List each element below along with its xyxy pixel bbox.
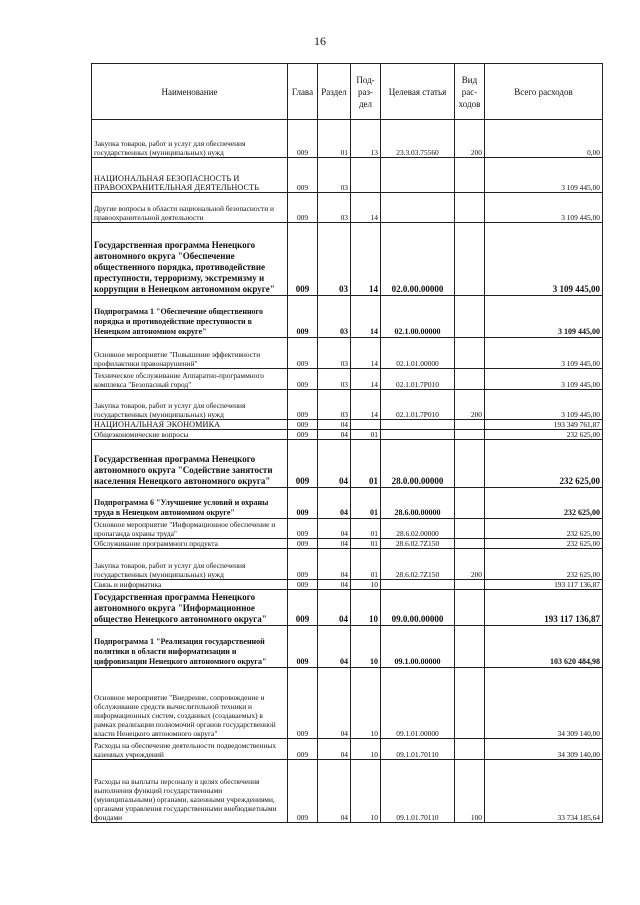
row-name: Расходы на обеспечение деятельности подведомственных казенных учреждений xyxy=(92,739,288,760)
row-glava: 009 xyxy=(288,430,318,440)
row-target: 09.1.01.00000 xyxy=(381,668,455,739)
row-glava: 009 xyxy=(288,580,318,590)
row-name: НАЦИОНАЛЬНАЯ ЭКОНОМИКА xyxy=(92,420,288,430)
row-podrazdel: 01 xyxy=(351,549,381,580)
row-podrazdel: 13 xyxy=(351,120,381,158)
row-glava: 009 xyxy=(288,296,318,338)
row-target: 28.0.00.00000 xyxy=(381,440,455,488)
row-podrazdel: 01 xyxy=(351,539,381,549)
row-podrazdel xyxy=(351,420,381,430)
row-vid xyxy=(455,580,485,590)
table-row xyxy=(92,519,603,539)
row-target: 28.6.02.7Z150 xyxy=(381,539,455,549)
header-razdel: Раздел xyxy=(318,64,351,120)
row-razdel: 04 xyxy=(318,760,351,823)
row-total: 232 625,00 xyxy=(485,549,603,580)
row-name: Общеэкономические вопросы xyxy=(92,430,288,440)
row-glava: 009 xyxy=(288,539,318,549)
row-total: 232 625,00 xyxy=(485,430,603,440)
row-podrazdel xyxy=(351,158,381,193)
row-target: 02.1.00.00000 xyxy=(381,296,455,338)
row-total: 193 117 136,87 xyxy=(485,580,603,590)
table-row xyxy=(92,430,603,440)
row-total: 3 109 445,00 xyxy=(485,223,603,296)
row-vid xyxy=(455,440,485,488)
row-razdel: 03 xyxy=(318,390,351,420)
row-name: Обслуживание программного продукта xyxy=(92,539,288,549)
row-total: 3 109 445,00 xyxy=(485,158,603,193)
row-razdel: 03 xyxy=(318,338,351,369)
row-glava: 009 xyxy=(288,158,318,193)
row-razdel: 03 xyxy=(318,296,351,338)
header-target: Целевая статья xyxy=(381,64,455,120)
row-target xyxy=(381,420,455,430)
row-target: 09.1.00.00000 xyxy=(381,626,455,668)
row-target: 23.3.03.75560 xyxy=(381,120,455,158)
row-vid: 200 xyxy=(455,120,485,158)
row-target: 28.6.02.00000 xyxy=(381,519,455,539)
table-row xyxy=(92,296,603,338)
table-header-row xyxy=(92,64,603,120)
row-name: Другие вопросы в области национальной безопасности и правоохранительной деятельности xyxy=(92,193,288,223)
row-target: 09.1.01.70110 xyxy=(381,739,455,760)
row-name: Государственная программа Ненецкого автономного округа "Информационное общество Ненецкого автономного округа" xyxy=(92,590,288,626)
row-glava: 009 xyxy=(288,390,318,420)
row-name: Основное мероприятие "Информационное обеспечение и пропаганда охраны труда" xyxy=(92,519,288,539)
row-name: Основное мероприятие "Повышение эффективности профилактики правонарушений" xyxy=(92,338,288,369)
row-target xyxy=(381,158,455,193)
row-podrazdel: 14 xyxy=(351,296,381,338)
row-name: Закупка товаров, работ и услуг для обеспечения государственных (муниципальных) нужд xyxy=(92,549,288,580)
row-razdel: 04 xyxy=(318,519,351,539)
row-target xyxy=(381,430,455,440)
row-total: 33 734 185,64 xyxy=(485,760,603,823)
row-total: 193 117 136,87 xyxy=(485,590,603,626)
row-razdel: 04 xyxy=(318,440,351,488)
row-target: 28.6.00.00000 xyxy=(381,488,455,519)
row-podrazdel: 10 xyxy=(351,668,381,739)
row-vid: 100 xyxy=(455,760,485,823)
table-row xyxy=(92,626,603,668)
row-razdel: 03 xyxy=(318,369,351,390)
row-total: 3 109 445,00 xyxy=(485,193,603,223)
table-row xyxy=(92,739,603,760)
row-vid xyxy=(455,739,485,760)
budget-table xyxy=(91,63,603,823)
table-row xyxy=(92,440,603,488)
row-vid xyxy=(455,519,485,539)
row-target xyxy=(381,580,455,590)
row-target xyxy=(381,193,455,223)
row-name: Расходы на выплаты персоналу в целях обеспечения выполнения функций государственными (муниципальными) органами, казенными учреждениями, органами управления государственными внебюджетными фондами xyxy=(92,760,288,823)
row-total: 103 620 484,98 xyxy=(485,626,603,668)
row-vid xyxy=(455,590,485,626)
table-row xyxy=(92,549,603,580)
row-vid xyxy=(455,296,485,338)
row-podrazdel: 10 xyxy=(351,739,381,760)
row-podrazdel: 14 xyxy=(351,369,381,390)
row-name: Подпрограмма 6 "Улучшение условий и охраны труда в Ненецком автономном округе" xyxy=(92,488,288,519)
row-total: 0,00 xyxy=(485,120,603,158)
row-glava: 009 xyxy=(288,193,318,223)
row-glava: 009 xyxy=(288,626,318,668)
header-total: Всего расходов xyxy=(485,64,603,120)
row-name: Подпрограмма 1 "Обеспечение общественного порядка и противодействие преступности в Ненецком автономном округе" xyxy=(92,296,288,338)
row-target: 02.1.01.7Р010 xyxy=(381,390,455,420)
row-vid xyxy=(455,369,485,390)
row-glava: 009 xyxy=(288,760,318,823)
row-vid xyxy=(455,539,485,549)
row-glava: 009 xyxy=(288,338,318,369)
row-glava: 009 xyxy=(288,739,318,760)
row-glava: 009 xyxy=(288,549,318,580)
row-razdel: 04 xyxy=(318,539,351,549)
row-name: Связь и информатика xyxy=(92,580,288,590)
row-target: 09.1.01.70110 xyxy=(381,760,455,823)
table-row xyxy=(92,193,603,223)
table-row xyxy=(92,488,603,519)
row-razdel: 04 xyxy=(318,739,351,760)
row-total: 3 109 445,00 xyxy=(485,338,603,369)
table-row xyxy=(92,390,603,420)
row-vid xyxy=(455,338,485,369)
row-total: 232 625,00 xyxy=(485,488,603,519)
row-glava: 009 xyxy=(288,223,318,296)
row-razdel: 03 xyxy=(318,193,351,223)
row-name: Подпрограмма 1 "Реализация государственной политики в области информатизации и цифровизации Ненецкого автономного округа" xyxy=(92,626,288,668)
row-target: 02.1.01.00000 xyxy=(381,338,455,369)
header-vid: Вид рас-ходов xyxy=(455,64,485,120)
row-name: Государственная программа Ненецкого автономного округа "Обеспечение общественного порядка, противодействие преступности, терроризму, экстремизму и коррупции в Ненецком автономном округе" xyxy=(92,223,288,296)
row-total: 193 349 761,87 xyxy=(485,420,603,430)
row-total: 3 109 445,00 xyxy=(485,390,603,420)
row-podrazdel: 01 xyxy=(351,430,381,440)
row-podrazdel: 10 xyxy=(351,626,381,668)
table-row xyxy=(92,580,603,590)
table-row xyxy=(92,539,603,549)
row-vid xyxy=(455,488,485,519)
table-row xyxy=(92,223,603,296)
row-razdel: 01 xyxy=(318,120,351,158)
row-total: 232 625,00 xyxy=(485,440,603,488)
row-podrazdel: 14 xyxy=(351,390,381,420)
row-total: 34 309 140,00 xyxy=(485,739,603,760)
header-podrazdel: Под-раз-дел xyxy=(351,64,381,120)
row-razdel: 04 xyxy=(318,549,351,580)
row-razdel: 04 xyxy=(318,590,351,626)
row-name: Государственная программа Ненецкого автономного округа "Содействие занятости населения Ненецкого автономного округа" xyxy=(92,440,288,488)
row-glava: 009 xyxy=(288,668,318,739)
row-vid xyxy=(455,420,485,430)
row-razdel: 04 xyxy=(318,420,351,430)
row-podrazdel: 14 xyxy=(351,193,381,223)
row-razdel: 04 xyxy=(318,668,351,739)
row-total: 232 625,00 xyxy=(485,539,603,549)
row-podrazdel: 14 xyxy=(351,223,381,296)
row-name: НАЦИОНАЛЬНАЯ БЕЗОПАСНОСТЬ И ПРАВООХРАНИТЕЛЬНАЯ ДЕЯТЕЛЬНОСТЬ xyxy=(92,158,288,193)
page-number: 16 xyxy=(314,34,326,48)
row-total: 232 625,00 xyxy=(485,519,603,539)
row-name: Закупка товаров, работ и услуг для обеспечения государственных (муниципальных) нужд xyxy=(92,120,288,158)
row-podrazdel: 01 xyxy=(351,519,381,539)
row-vid xyxy=(455,158,485,193)
header-name: Наименование xyxy=(92,64,288,120)
row-name: Закупка товаров, работ и услуг для обеспечения государственных (муниципальных) нужд xyxy=(92,390,288,420)
row-podrazdel: 10 xyxy=(351,760,381,823)
table-row xyxy=(92,338,603,369)
row-razdel: 04 xyxy=(318,488,351,519)
table-row xyxy=(92,120,603,158)
row-vid xyxy=(455,668,485,739)
row-podrazdel: 01 xyxy=(351,488,381,519)
row-target: 02.0.00.00000 xyxy=(381,223,455,296)
row-podrazdel: 01 xyxy=(351,440,381,488)
row-glava: 009 xyxy=(288,519,318,539)
table-row xyxy=(92,369,603,390)
row-podrazdel: 10 xyxy=(351,590,381,626)
row-glava: 009 xyxy=(288,440,318,488)
row-razdel: 04 xyxy=(318,626,351,668)
row-glava: 009 xyxy=(288,420,318,430)
row-total: 3 109 445,00 xyxy=(485,296,603,338)
row-glava: 009 xyxy=(288,488,318,519)
row-podrazdel: 10 xyxy=(351,580,381,590)
row-total: 34 309 140,00 xyxy=(485,668,603,739)
row-glava: 009 xyxy=(288,369,318,390)
table-row xyxy=(92,760,603,823)
row-razdel: 03 xyxy=(318,158,351,193)
row-glava: 009 xyxy=(288,590,318,626)
header-glava: Глава xyxy=(288,64,318,120)
row-target: 28.6.02.7Z150 xyxy=(381,549,455,580)
row-vid: 200 xyxy=(455,390,485,420)
row-razdel: 04 xyxy=(318,580,351,590)
row-vid xyxy=(455,193,485,223)
row-name: Техническое обслуживание Аппаратно-программного комплекса "Безопасный город" xyxy=(92,369,288,390)
row-vid: 200 xyxy=(455,549,485,580)
row-podrazdel: 14 xyxy=(351,338,381,369)
row-vid xyxy=(455,430,485,440)
row-target: 02.1.01.7Р010 xyxy=(381,369,455,390)
table-row xyxy=(92,590,603,626)
table-row xyxy=(92,668,603,739)
table-row xyxy=(92,158,603,193)
table-row xyxy=(92,420,603,430)
row-razdel: 03 xyxy=(318,223,351,296)
row-vid xyxy=(455,223,485,296)
row-target: 09.0.00.00000 xyxy=(381,590,455,626)
row-glava: 009 xyxy=(288,120,318,158)
row-razdel: 04 xyxy=(318,430,351,440)
row-total: 3 109 445,00 xyxy=(485,369,603,390)
row-vid xyxy=(455,626,485,668)
row-name: Основное мероприятие "Внедрение, сопровождение и обслуживание средств вычислительной техники и информационных систем, созданных (создаваемых) в рамках реализации полномочий органов государственной власти Ненецкого автономного округа" xyxy=(92,668,288,739)
